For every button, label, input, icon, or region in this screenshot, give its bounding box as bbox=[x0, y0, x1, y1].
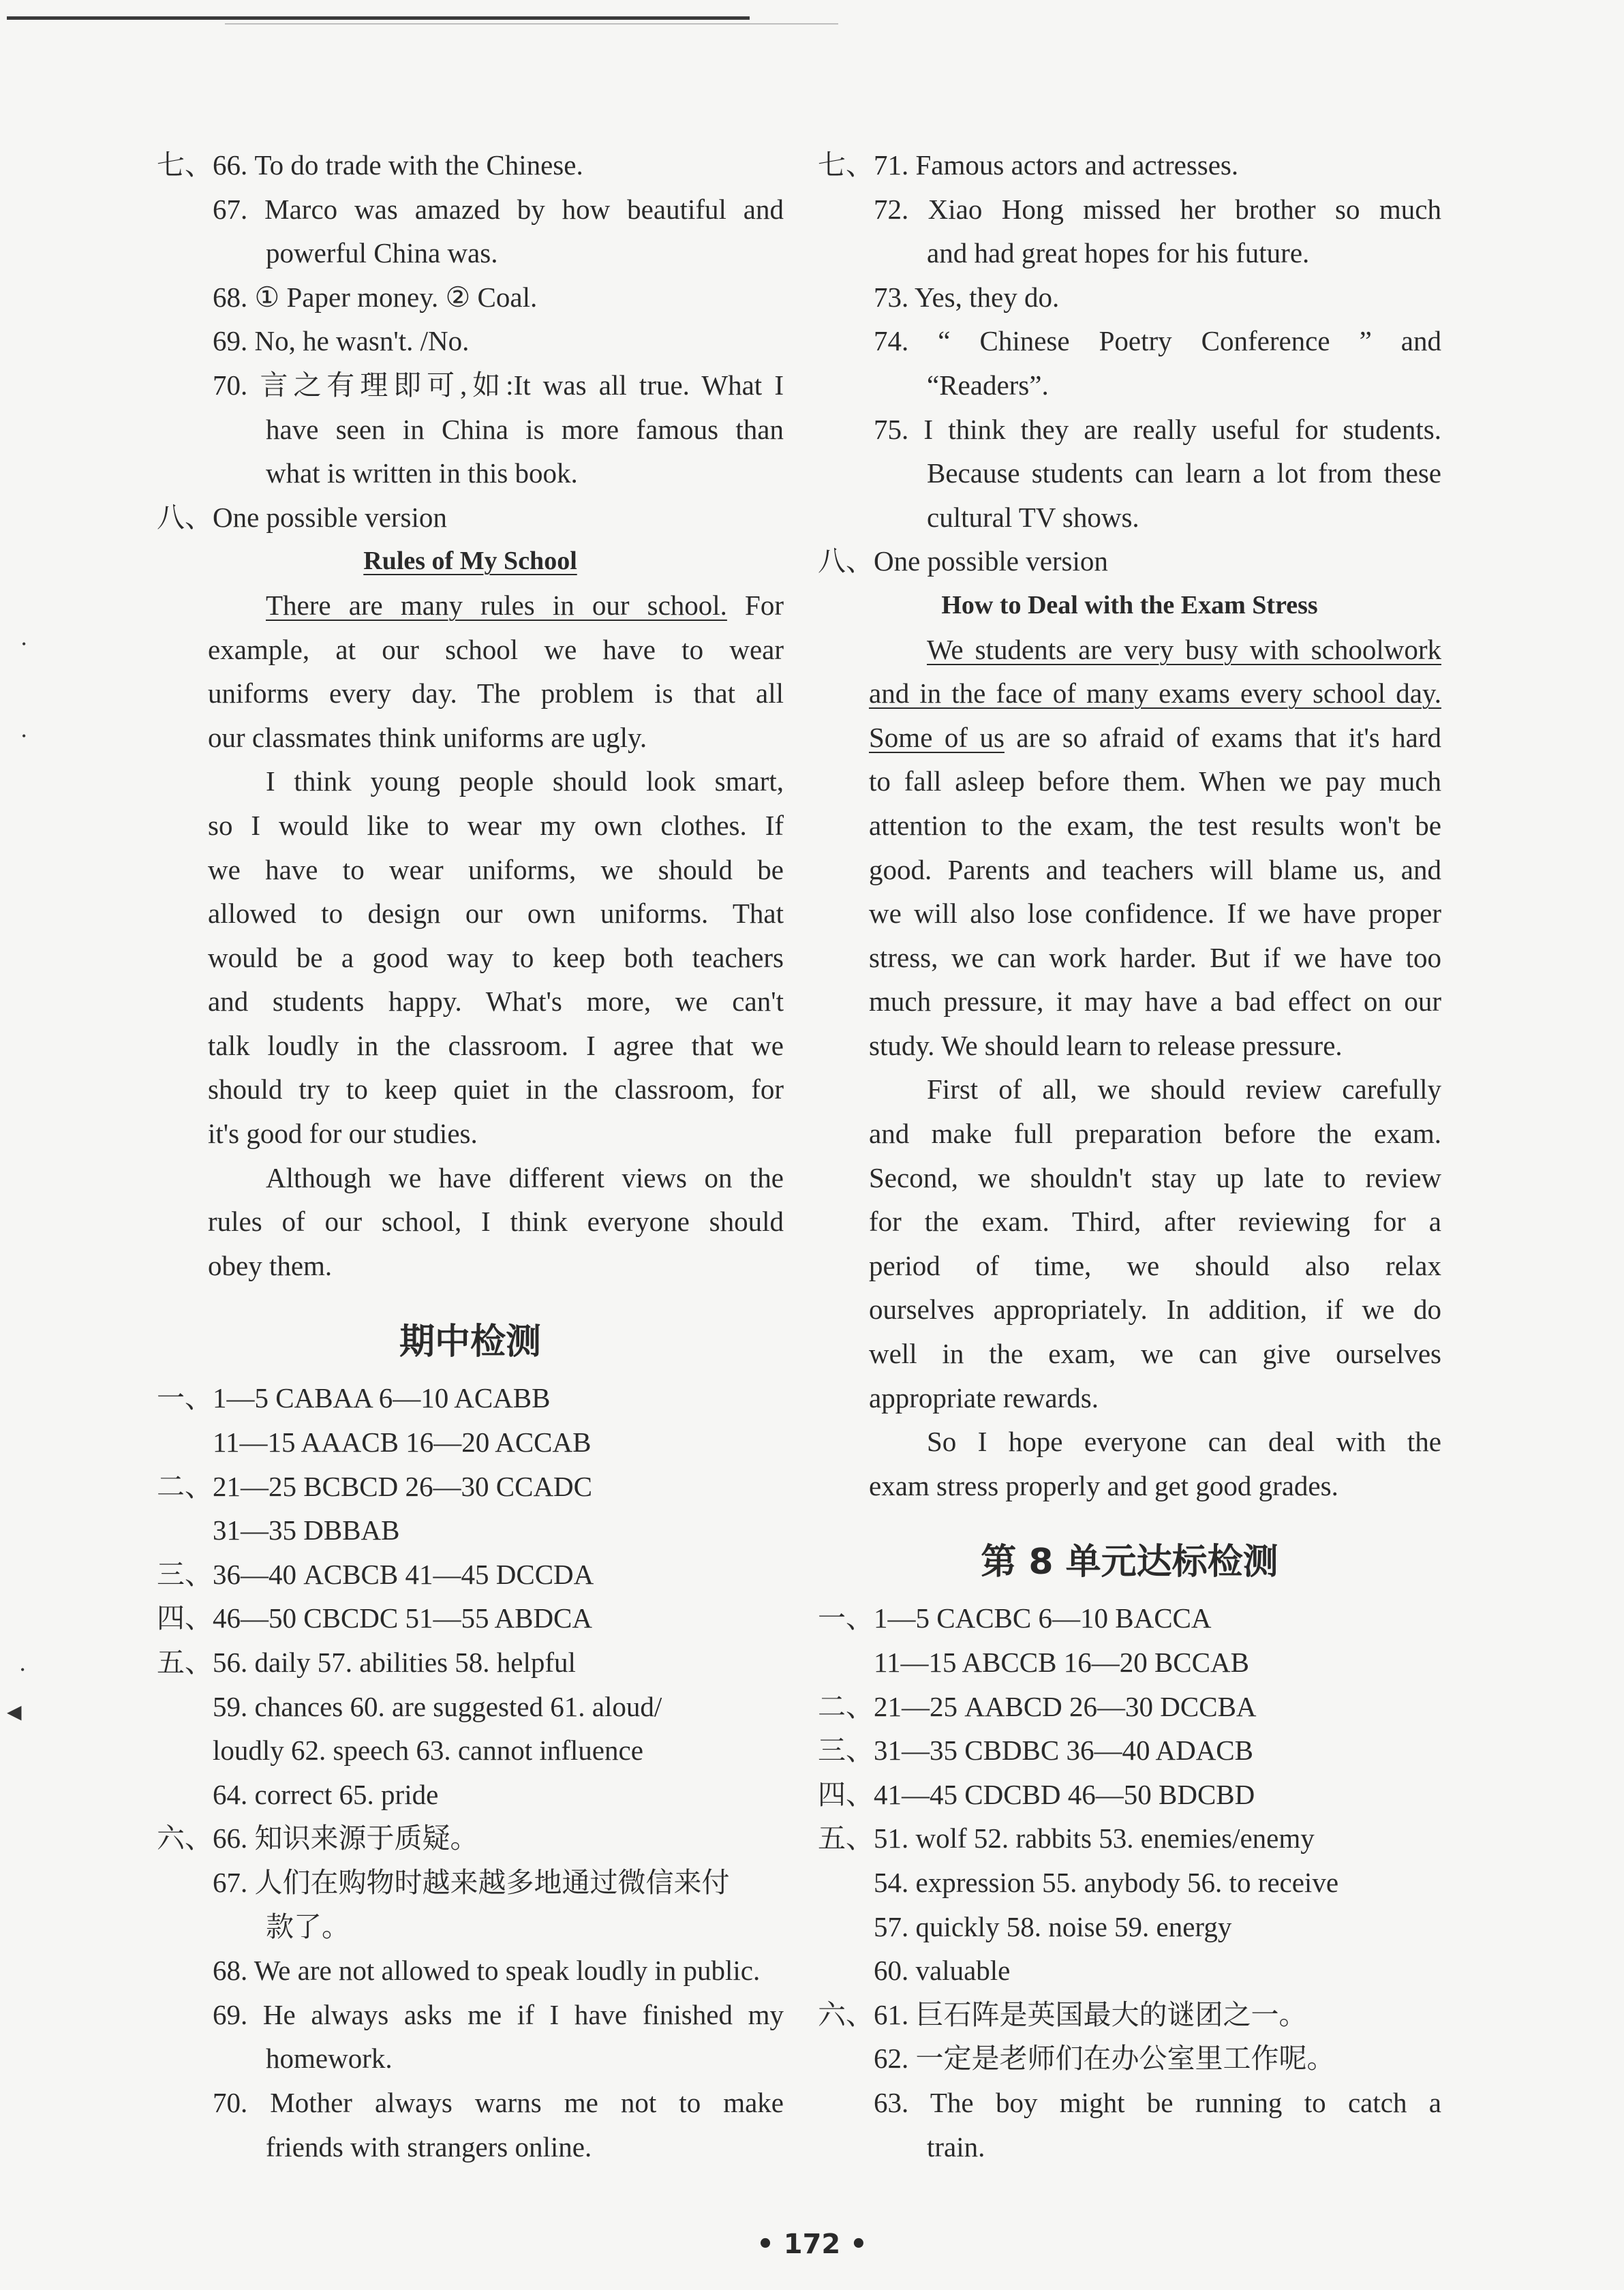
essay-line: So I hope everyone can deal with the bbox=[927, 1426, 1441, 1458]
essay-line: rules of our school, I think everyone should bbox=[208, 1206, 784, 1238]
essay-line: study. We should learn to release pressure. bbox=[869, 1029, 1343, 1061]
q7-item-70-cont: have seen in China is more famous than bbox=[266, 413, 784, 445]
essay-line: example, at our school we have to wear bbox=[208, 633, 784, 665]
answer-line: 六、66. 知识来源于质疑。 bbox=[157, 1822, 478, 1854]
essay-line: so I would like to wear my own clothes. If bbox=[208, 809, 784, 841]
answer-line: 五、56. daily 57. abilities 58. helpful bbox=[157, 1647, 576, 1678]
answer-line: 70. Mother always warns me not to make bbox=[213, 2086, 784, 2118]
q7-item-75-cont: Because students can learn a lot from these bbox=[927, 457, 1441, 489]
q7-item-72-cont: and had great hopes for his future. bbox=[927, 237, 1310, 269]
answer-line: 57. quickly 58. noise 59. energy bbox=[874, 1910, 1232, 1942]
q7-item-66: 七、66. To do trade with the Chinese. bbox=[157, 149, 583, 181]
essay-line: and students happy. What's more, we can't bbox=[208, 986, 784, 1018]
answer-line: 68. We are not allowed to speak loudly in public. bbox=[213, 1955, 761, 1987]
answer-line: 三、36—40 ACBCB 41—45 DCCDA bbox=[157, 1558, 594, 1590]
section-title-midterm: 期中检测 bbox=[399, 1322, 541, 1363]
essay-line: I think young people should look smart, bbox=[266, 765, 784, 797]
section-title-unit8: 第 8 单元达标检测 bbox=[981, 1542, 1278, 1583]
answer-line: friends with strangers online. bbox=[266, 2131, 592, 2163]
margin-speck: • bbox=[22, 729, 27, 743]
essay-line: attention to the exam, the test results won't be bbox=[869, 809, 1441, 841]
answer-line: train. bbox=[927, 2131, 985, 2163]
q8-label: 八、One possible version bbox=[818, 545, 1108, 577]
q7-item-68: 68. ① Paper money. ② Coal. bbox=[213, 281, 538, 313]
essay-line: allowed to design our own uniforms. That bbox=[208, 898, 784, 930]
essay-line: we will also lose confidence. If we have proper bbox=[869, 898, 1441, 930]
answer-line: 一、1—5 CACBC 6—10 BACCA bbox=[818, 1602, 1212, 1634]
answer-line: 六、61. 巨石阵是英国最大的谜团之一。 bbox=[818, 1998, 1307, 2030]
essay-line: for the exam. Third, after reviewing for a bbox=[869, 1206, 1441, 1238]
answer-line: 63. The boy might be running to catch a bbox=[874, 2086, 1441, 2118]
essay-line: exam stress properly and get good grades. bbox=[869, 1469, 1338, 1501]
q7-item-67: 67. Marco was amazed by how beautiful and bbox=[213, 193, 784, 225]
answer-line: 五、51. wolf 52. rabbits 53. enemies/enemy bbox=[818, 1822, 1315, 1854]
essay-line: should try to keep quiet in the classroom, for bbox=[208, 1073, 784, 1105]
answer-line: 三、31—35 CBDBC 36—40 ADACB bbox=[818, 1735, 1254, 1767]
essay-line: and in the face of many exams every school day. bbox=[869, 677, 1441, 709]
essay-line: ourselves appropriately. In addition, if we do bbox=[869, 1294, 1441, 1326]
answer-line: 64. correct 65. pride bbox=[213, 1778, 439, 1810]
essay-line: stress, we can work harder. But if we have too bbox=[869, 941, 1441, 973]
answer-line: 31—35 DBBAB bbox=[213, 1514, 400, 1546]
answer-line: 59. chances 60. are suggested 61. aloud/ bbox=[213, 1690, 662, 1722]
top-border-line-faint bbox=[225, 23, 838, 25]
answer-line: 款了。 bbox=[266, 1910, 350, 1942]
essay-line: and make full preparation before the exam. bbox=[869, 1118, 1441, 1150]
essay-line: There are many rules in our school. For bbox=[266, 589, 784, 621]
essay-line: talk loudly in the classroom. I agree that we bbox=[208, 1029, 784, 1061]
q7-item-72: 72. Xiao Hong missed her brother so much bbox=[874, 193, 1441, 225]
answer-line: 69. He always asks me if I have finished my bbox=[213, 1998, 784, 2030]
right-column bbox=[818, 143, 1441, 2169]
left-column bbox=[157, 143, 784, 2169]
answer-line: 二、21—25 AABCD 26—30 DCCBA bbox=[818, 1690, 1257, 1722]
essay-line: our classmates think uniforms are ugly. bbox=[208, 721, 647, 753]
essay-line: appropriate rewards. bbox=[869, 1381, 1099, 1414]
essay-line: we have to wear uniforms, we should be bbox=[208, 853, 784, 885]
essay-line: Some of us are so afraid of exams that it's hard bbox=[869, 721, 1442, 753]
q7-item-67-cont: powerful China was. bbox=[266, 237, 498, 269]
answer-line: 67. 人们在购物时越来越多地通过微信来付 bbox=[213, 1866, 730, 1898]
answer-line: loudly 62. speech 63. cannot influence bbox=[213, 1735, 643, 1767]
q8-label: 八、One possible version bbox=[157, 501, 447, 533]
q7-item-70: 70. 言之有理即可,如:It was all true. What I bbox=[213, 369, 784, 401]
top-border-line bbox=[7, 16, 750, 20]
essay-line: it's good for our studies. bbox=[208, 1118, 478, 1150]
answer-line: 四、41—45 CDCBD 46—50 BDCBD bbox=[818, 1778, 1255, 1810]
essay-title: How to Deal with the Exam Stress bbox=[941, 590, 1318, 620]
answer-line: 11—15 ABCCB 16—20 BCCAB bbox=[874, 1647, 1249, 1678]
q7-item-71: 七、71. Famous actors and actresses. bbox=[818, 149, 1239, 181]
q7-item-75-cont: cultural TV shows. bbox=[927, 501, 1139, 533]
essay-line: First of all, we should review carefully bbox=[927, 1073, 1441, 1105]
essay-title: Rules of My School bbox=[363, 547, 577, 576]
answer-line: 60. valuable bbox=[874, 1955, 1011, 1987]
answer-line: 62. 一定是老师们在办公室里工作呢。 bbox=[874, 2043, 1335, 2075]
essay-line: obey them. bbox=[208, 1249, 333, 1281]
q7-item-74: 74. “ Chinese Poetry Conference ” and bbox=[874, 325, 1441, 357]
essay-line: Second, we shouldn't stay up late to review bbox=[869, 1161, 1441, 1193]
q7-item-69: 69. No, he wasn't. /No. bbox=[213, 325, 470, 357]
essay-line: to fall asleep before them. When we pay much bbox=[869, 765, 1441, 797]
answer-line: 二、21—25 BCBCD 26—30 CCADC bbox=[157, 1470, 593, 1502]
q7-item-74-cont: “Readers”. bbox=[927, 369, 1049, 401]
margin-speck: ◀ bbox=[7, 1702, 22, 1723]
margin-speck: • bbox=[22, 637, 27, 651]
q7-item-70-cont: what is written in this book. bbox=[266, 457, 578, 489]
essay-line: good. Parents and teachers will blame us, and bbox=[869, 853, 1441, 885]
answer-line: 54. expression 55. anybody 56. to receive bbox=[874, 1866, 1339, 1898]
q7-item-75: 75. I think they are really useful for students. bbox=[874, 413, 1441, 445]
margin-speck: • bbox=[20, 1663, 25, 1677]
answer-line: 一、1—5 CABAA 6—10 ACABB bbox=[157, 1382, 551, 1414]
q7-item-73: 73. Yes, they do. bbox=[874, 281, 1060, 313]
essay-line: well in the exam, we can give ourselves bbox=[869, 1338, 1441, 1370]
essay-line: We students are very busy with schoolwork bbox=[927, 633, 1441, 665]
essay-line: Although we have different views on the bbox=[266, 1161, 784, 1193]
answer-line: homework. bbox=[266, 2043, 393, 2075]
essay-line: period of time, we should also relax bbox=[869, 1249, 1441, 1281]
page-number: • 172 • bbox=[756, 2229, 868, 2260]
essay-line: much pressure, it may have a bad effect on our bbox=[869, 986, 1441, 1018]
answer-line: 11—15 AAACB 16—20 ACCAB bbox=[213, 1426, 592, 1459]
answer-line: 四、46—50 CBCDC 51—55 ABDCA bbox=[157, 1602, 593, 1634]
essay-line: uniforms every day. The problem is that all bbox=[208, 677, 784, 709]
essay-line: would be a good way to keep both teachers bbox=[208, 941, 784, 973]
